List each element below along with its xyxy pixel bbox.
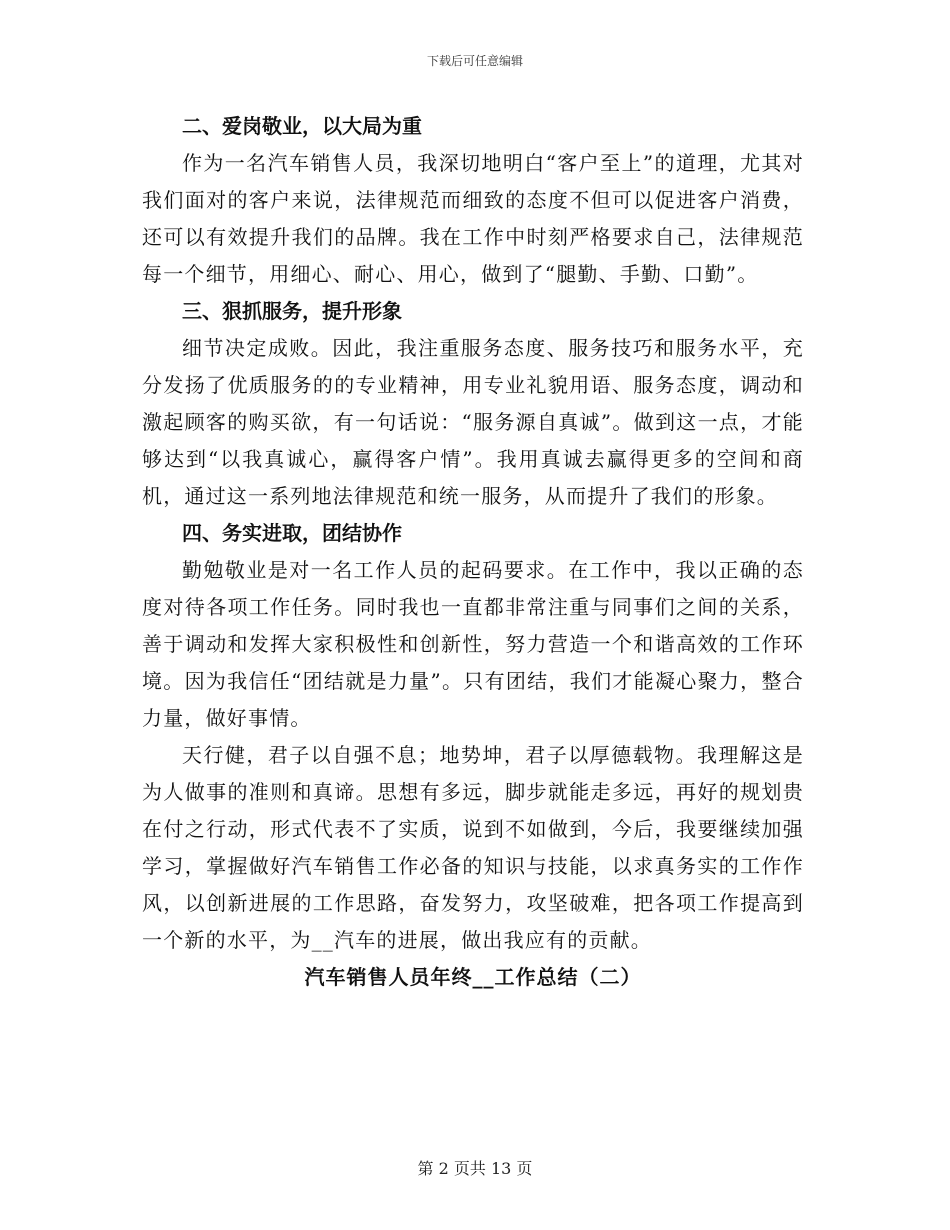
section-3-paragraph-1: 细节决定成败。因此，我注重服务态度、服务技巧和服务水平，充分发扬了优质服务的的专业精神，用专业礼貌用语、服务态度，调动和激起顾客的购买欲，有一句话说：“服务源自真诚”。做到这一点，才能够达到“以我真诚心，赢得客户情”。我用真诚去赢得更多的空间和商机，通过这一系列地法律规范和统一服务，从而提升了我们的形象。 (142, 336, 804, 508)
section-4-paragraph-2: 天行健，君子以自强不息；地势坤，君子以厚德载物。我理解这是为人做事的准则和真谛。思想有多远，脚步就能走多远，再好的规划贵在付之行动，形式代表不了实质，说到不如做到，今后，我要继续加强学习，掌握做好汽车销售工作必备的知识与技能，以求真务实的工作作风，以创新进展的工作思路，奋发努力，攻坚破难，把各项工作提高到一个新的水平，为__汽车的进展，做出我应有的贡献。 (142, 743, 804, 952)
section-heading-2: 二、爱岗敬业，以大局为重 (182, 114, 422, 138)
page-number: 第 2 页共 13 页 (417, 1159, 533, 1178)
document-body (142, 108, 804, 996)
section-heading-3: 三、狠抓服务，提升形象 (182, 299, 402, 323)
page-header-note: 下载后可任意编辑 (426, 54, 523, 68)
section-4-paragraph-1: 勤勉敬业是对一名工作人员的起码要求。在工作中，我以正确的态度对待各项工作任务。同时我也一直都非常注重与同事们之间的关系，善于调动和发挥大家积极性和创新性，努力营造一个和谐高效的工作环境。因为我信任“团结就是力量”。只有团结，我们才能凝心聚力，整合力量，做好事情。 (142, 558, 804, 730)
section-2-paragraph-1: 作为一名汽车销售人员，我深切地明白“客户至上”的道理，尤其对我们面对的客户来说，法律规范而细致的态度不但可以促进客户消费，还可以有效提升我们的品牌。我在工作中时刻严格要求自己，法律规范每一个细节，用细心、耐心、用心，做到了“腿勤、手勤、口勤”。 (142, 151, 804, 286)
section-heading-4: 四、务实进取，团结协作 (182, 521, 402, 545)
next-document-title: 汽车销售人员年终__工作总结（二） (304, 965, 642, 989)
